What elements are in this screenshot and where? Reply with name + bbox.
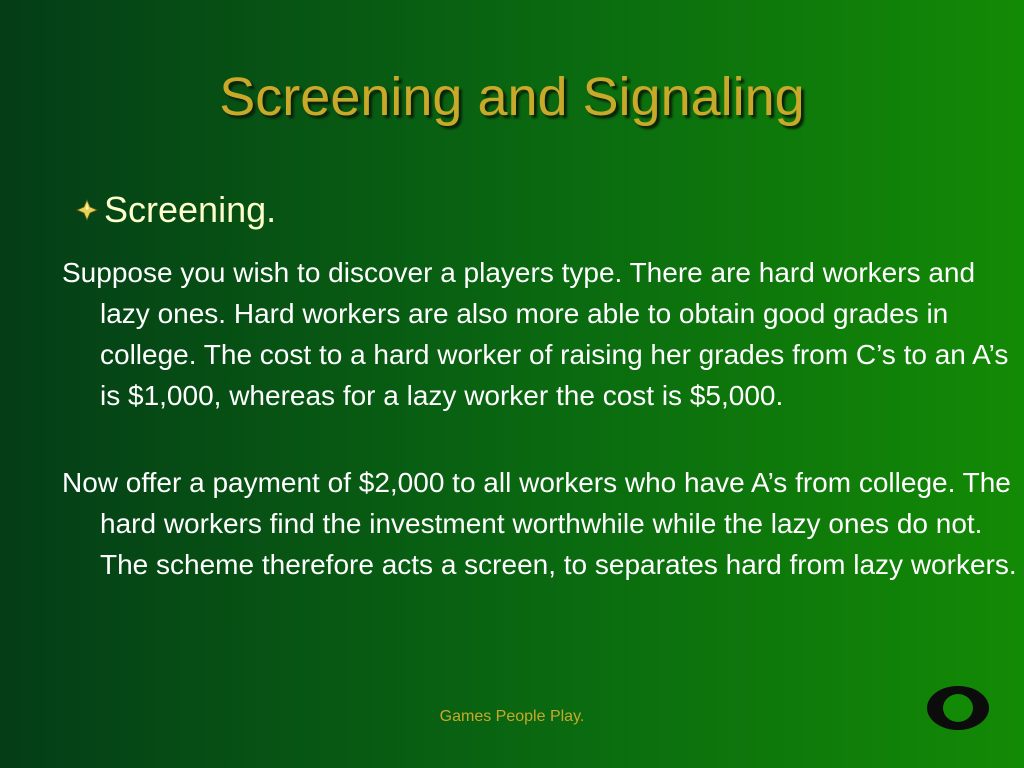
bullet-label: Screening. (104, 189, 277, 230)
slide-title: Screening and Signaling (219, 67, 805, 127)
diamond-bullet-icon (76, 199, 98, 221)
body-paragraph: Suppose you wish to discover a players type. There are hard workers and lazy ones. Hard workers are also more able to obtain good grades in college. The cost to a hard worker of raising her grades from C’s to an A’s is $1,000, whereas for a lazy worker the cost is $5,000. (62, 257, 1009, 411)
slide-footer: Games People Play. (439, 708, 585, 725)
bullet-item (76, 188, 276, 232)
body-paragraph: Now offer a payment of $2,000 to all workers who have A’s from college. The hard workers find the investment worthwhile while the lazy ones do not. The scheme therefore acts a screen, to separates hard from lazy workers. (62, 467, 1017, 580)
oregon-o-logo-icon (924, 680, 992, 736)
